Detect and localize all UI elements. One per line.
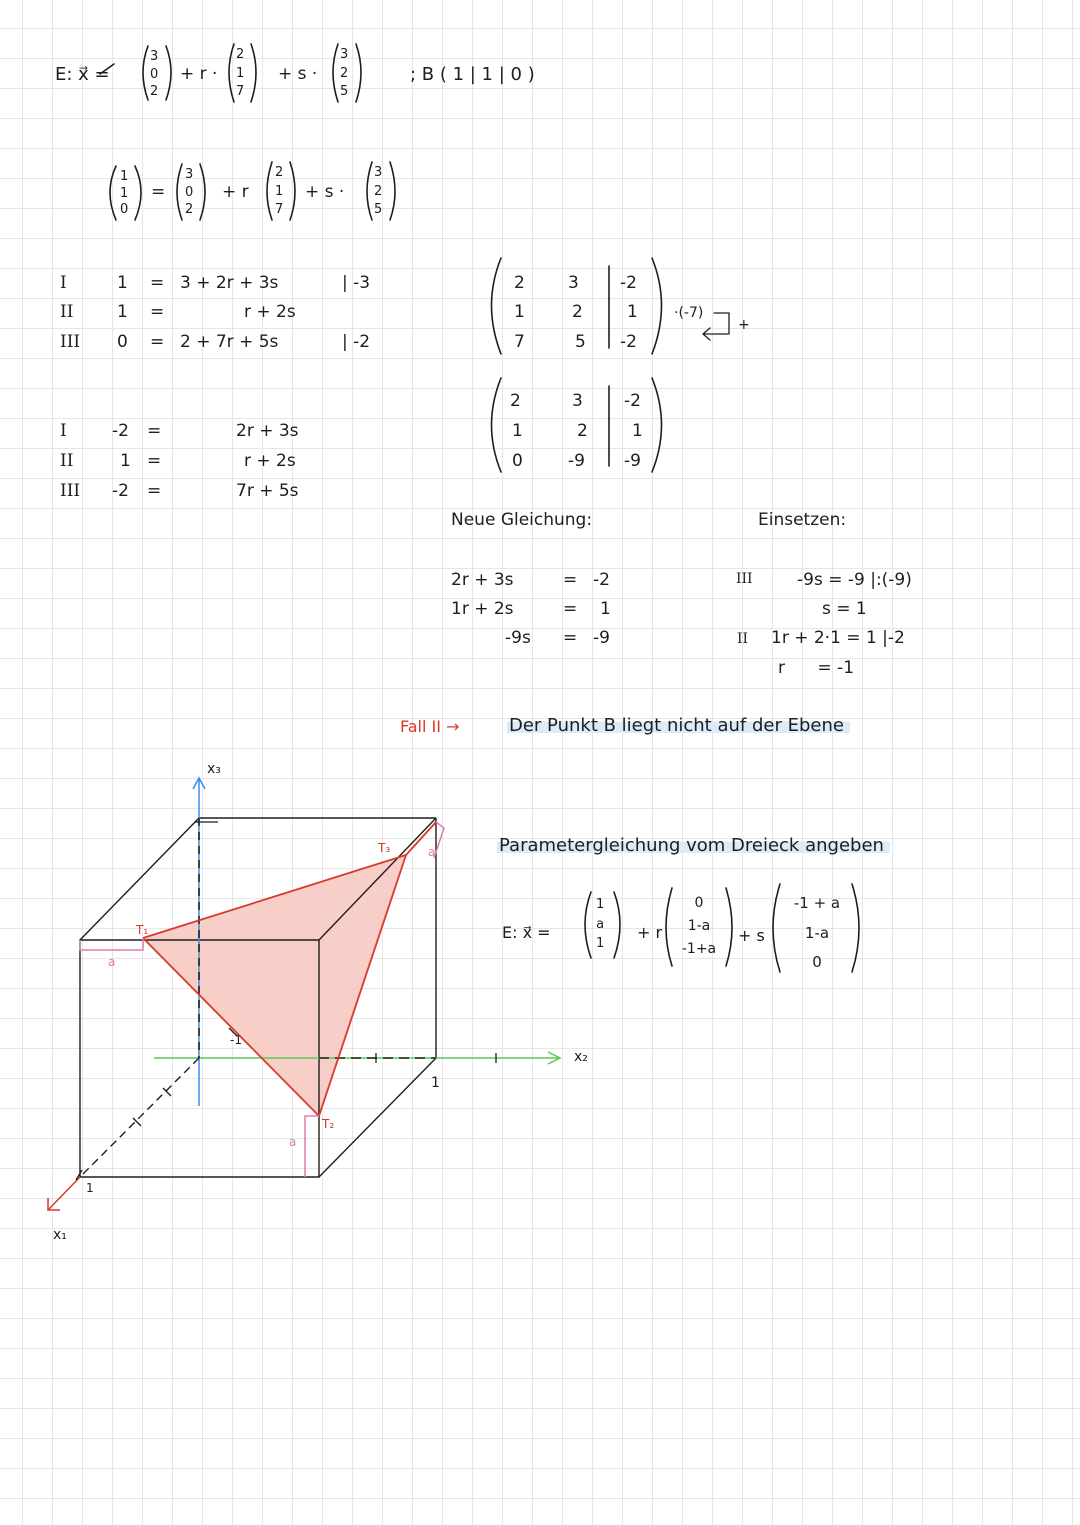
equals-sign: = — [151, 182, 166, 202]
tick-label-x2: 1 — [431, 1075, 440, 1091]
matrix-entry: 3 — [572, 391, 583, 411]
matrix-entry: -2 — [620, 332, 637, 352]
vector-entry: 3 — [150, 49, 159, 64]
system-lhs: 1 — [117, 273, 128, 293]
vector-entry: 2 — [275, 165, 284, 180]
matrix-entry: 0 — [512, 451, 523, 471]
matrix-entry: -2 — [624, 391, 641, 411]
plus-sign: + — [738, 317, 750, 333]
vector-entry: 1 — [120, 185, 129, 201]
roman-numeral: I — [60, 273, 67, 293]
system-lhs: -2 — [112, 421, 129, 441]
insert-line: -9s = -9 |:(-9) — [797, 570, 912, 590]
coordinate-diagram — [48, 778, 560, 1210]
system-rhs: 2r + 3s — [236, 421, 299, 441]
matrix-entry: 2 — [514, 273, 525, 293]
system-rhs: r + 2s — [244, 302, 296, 322]
substituted-s-label: + s · — [305, 182, 345, 202]
equation-rhs: 1 — [600, 599, 611, 619]
vector-entry: -1+a — [681, 941, 717, 957]
matrix-entry: 7 — [514, 332, 525, 352]
vector-entry: 0 — [185, 184, 194, 200]
roman-numeral: II — [60, 451, 74, 471]
matrix-entry: -9 — [568, 451, 585, 471]
equals-sign: = — [150, 332, 165, 352]
plane-lhs: E: x⃗ = — [55, 64, 110, 85]
system-lhs: 1 — [117, 302, 128, 322]
left-paren — [143, 46, 148, 100]
vector-entry: 0 — [812, 953, 822, 971]
tick-label-x1: 1 — [86, 1181, 94, 1195]
system-lhs: 0 — [117, 332, 128, 352]
vector-entry: 0 — [694, 895, 704, 911]
param-s-label: + s — [738, 926, 765, 945]
vector-entry: 0 — [120, 202, 129, 217]
row-operation: | -2 — [342, 332, 371, 352]
vector-entry: a — [596, 916, 605, 932]
system-rhs: 2 + 7r + 5s — [180, 332, 279, 352]
matrix-entry: 2 — [572, 302, 583, 322]
vector-entry: 5 — [340, 84, 349, 99]
vector-entry: 7 — [236, 84, 245, 99]
vector-entry: 1 — [596, 936, 605, 951]
length-a-label: a — [428, 845, 436, 859]
vector-entry: 7 — [275, 202, 284, 217]
system-lhs: -2 — [112, 481, 129, 501]
plane-r-label: + r · — [180, 64, 218, 84]
row-arrow — [703, 313, 729, 340]
vector-entry: 2 — [236, 47, 245, 62]
length-a-label: a — [289, 1135, 297, 1149]
new-equation-title: Neue Gleichung: — [451, 510, 593, 530]
matrix-entry: 2 — [510, 391, 521, 411]
equals-sign: = — [150, 302, 165, 322]
vector-entry: 3 — [185, 167, 194, 182]
cube-edge — [319, 1058, 436, 1177]
equation-lhs: 2r + 3s — [451, 570, 514, 590]
length-a-marker — [305, 1116, 319, 1177]
vector-entry: 3 — [374, 165, 383, 180]
roman-numeral: III — [60, 332, 81, 352]
point-b: ; B ( 1 | 1 | 0 ) — [410, 64, 535, 85]
vector-entry: 2 — [150, 84, 159, 99]
insert-line: r = -1 — [778, 658, 855, 678]
vector-entry: 0 — [150, 66, 159, 82]
equation-rhs: -2 — [593, 570, 610, 590]
point-t1-label: T₁ — [136, 923, 149, 937]
equals-sign: = — [563, 599, 578, 619]
conclusion-text: Der Punkt B liegt nicht auf der Ebene — [507, 717, 850, 735]
equals-sign: = — [147, 451, 162, 471]
matrix-entry: 2 — [577, 421, 588, 441]
matrix-entry: 1 — [627, 302, 638, 322]
matrix-entry: -9 — [624, 451, 641, 471]
insert-title: Einsetzen: — [758, 510, 847, 530]
param-lhs: E: x⃗ = — [502, 923, 551, 942]
vector-entry: -1 + a — [793, 894, 841, 912]
system-rhs: r + 2s — [244, 451, 296, 471]
roman-numeral: III — [60, 481, 81, 501]
axis-x2-label: x₂ — [574, 1049, 588, 1065]
vector-entry: 5 — [374, 202, 383, 217]
system-rhs: 3 + 2r + 3s — [180, 273, 279, 293]
axis-x1 — [48, 1177, 80, 1210]
matrix-entry: 1 — [512, 421, 523, 441]
roman-numeral: II — [737, 631, 749, 647]
right-paren — [166, 46, 171, 100]
equals-sign: = — [563, 628, 578, 648]
matrix-bracket — [652, 258, 662, 354]
point-t3-label: T₃ — [378, 841, 391, 855]
param-r-label: + r — [637, 923, 663, 942]
vector-entry: 2 — [185, 202, 194, 217]
system-lhs: 1 — [120, 451, 131, 471]
cube-edge — [80, 818, 199, 940]
matrix-entry: 3 — [568, 273, 579, 293]
length-a-label: a — [108, 955, 116, 969]
left-paren — [229, 44, 234, 102]
roman-numeral: II — [60, 302, 74, 322]
insert-line: s = 1 — [822, 599, 867, 619]
vector-entry: 1 — [275, 183, 284, 199]
equals-sign: = — [147, 421, 162, 441]
matrix-entry: -2 — [620, 273, 637, 293]
equals-sign: = — [147, 481, 162, 501]
row-operation: | -3 — [342, 273, 371, 293]
system-rhs: 7r + 5s — [236, 481, 299, 501]
vector-entry: 2 — [340, 65, 349, 81]
substituted-r-label: + r — [222, 182, 249, 202]
equation-lhs: 1r + 2s — [451, 599, 514, 619]
equals-sign: = — [150, 273, 165, 293]
row-operation-note: ·(-7) — [674, 305, 704, 321]
matrix-entry: 1 — [632, 421, 643, 441]
vector-entry: 1 — [236, 65, 245, 81]
vector-entry: 1 — [596, 897, 605, 912]
vector-entry: 1-a — [687, 918, 711, 934]
roman-numeral: I — [60, 421, 67, 441]
axis-x1-hidden — [80, 1058, 199, 1177]
equation-lhs: -9s — [505, 628, 531, 648]
plane-s-label: + s · — [278, 64, 318, 84]
tick-label-minus-one: -1 — [230, 1033, 242, 1047]
vector-entry: 1 — [120, 169, 129, 184]
left-paren — [333, 44, 338, 102]
param-heading: Parametergleichung vom Dreieck angeben — [497, 837, 890, 855]
axis-x1-label: x₁ — [53, 1227, 67, 1243]
matrix-entry: 1 — [514, 302, 525, 322]
case-label: Fall II → — [400, 717, 460, 736]
equation-rhs: -9 — [593, 628, 610, 648]
vector-arrow — [100, 64, 114, 74]
triangle-fill — [143, 855, 406, 1116]
right-paren — [251, 44, 256, 102]
equals-sign: = — [563, 570, 578, 590]
roman-numeral: III — [736, 571, 753, 587]
vector-entry: 2 — [374, 183, 383, 199]
point-t2-label: T₂ — [322, 1117, 335, 1131]
matrix-bracket — [492, 258, 502, 354]
matrix-entry: 5 — [575, 332, 586, 352]
vector-entry: 3 — [340, 47, 349, 62]
right-paren — [356, 44, 361, 102]
vector-entry: 1-a — [804, 923, 830, 942]
axis-x3-label: x₃ — [207, 761, 221, 777]
insert-line: 1r + 2·1 = 1 |-2 — [771, 628, 905, 648]
